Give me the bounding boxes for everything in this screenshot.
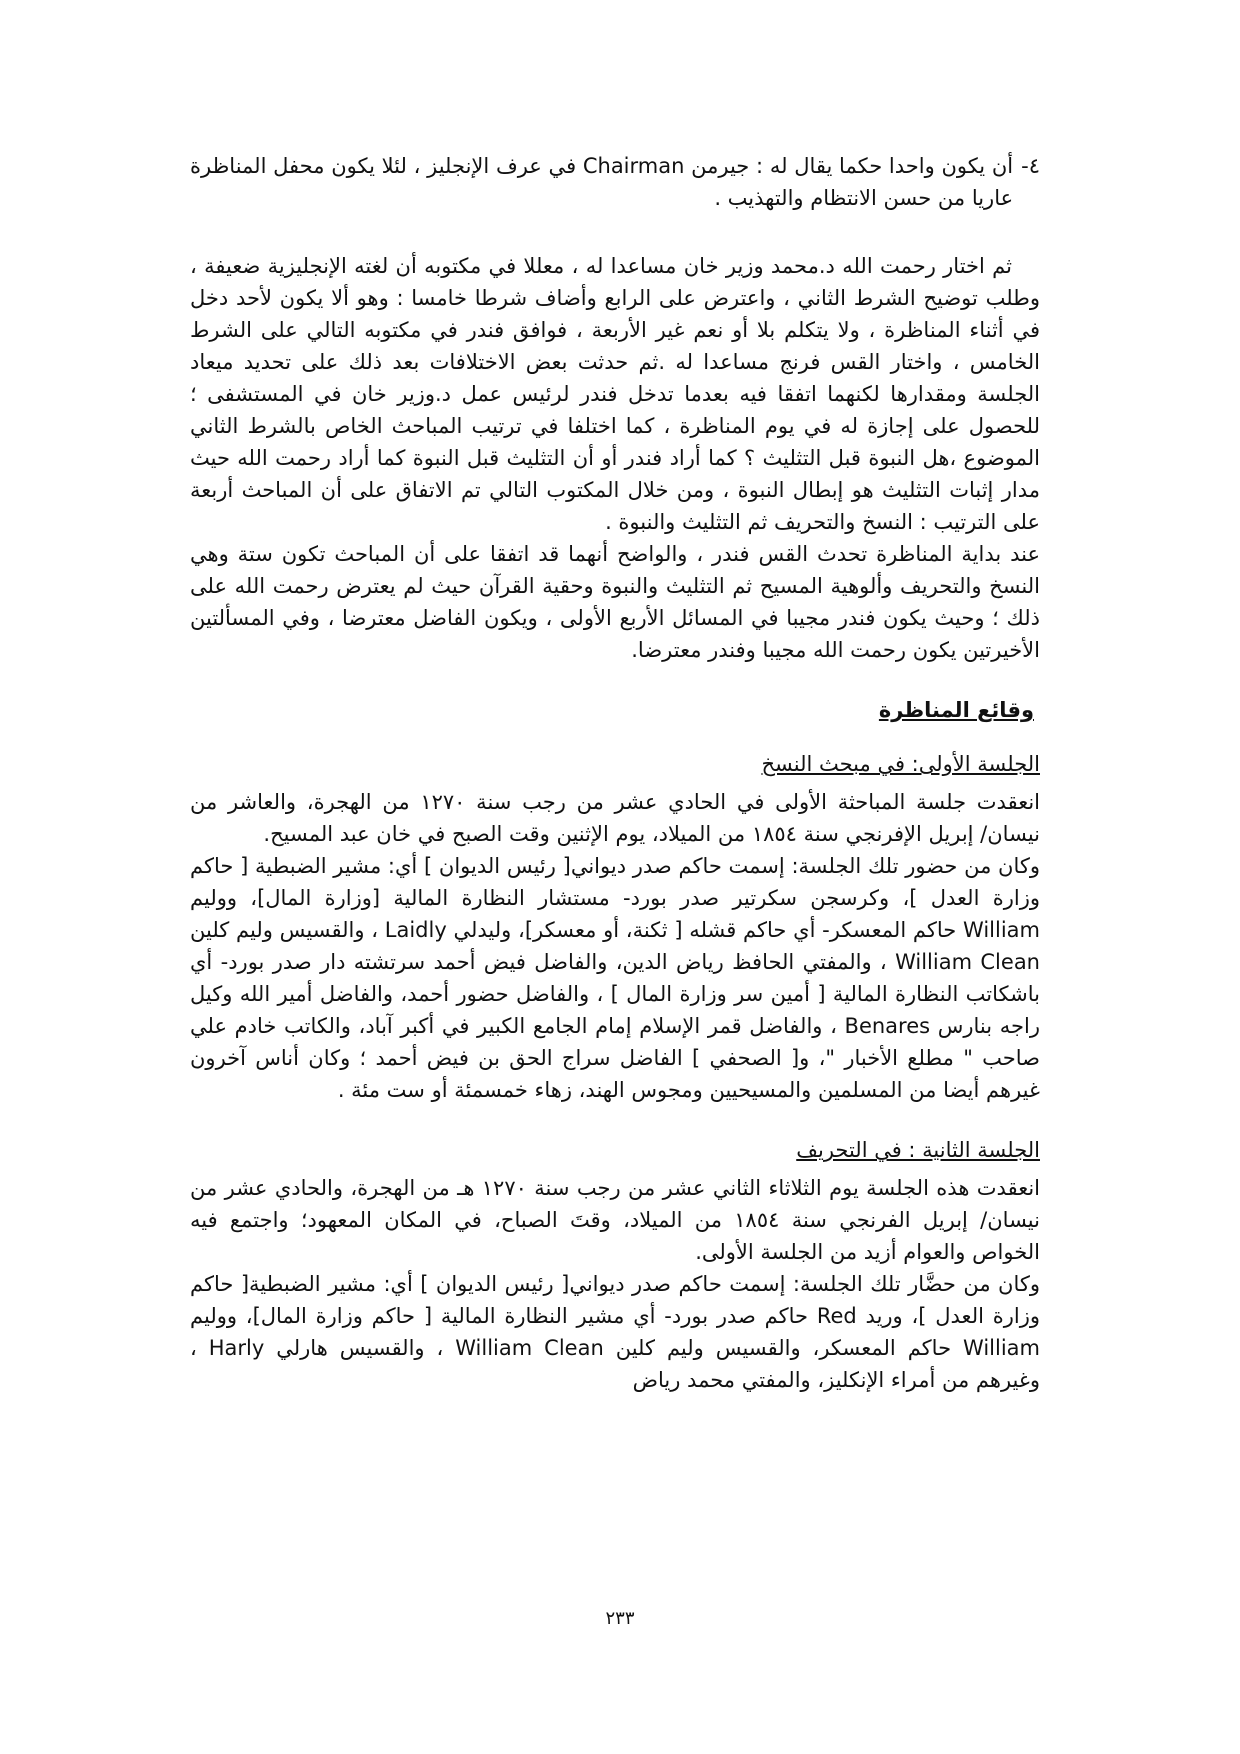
intro-paragraph-1: ثم اختار رحمت الله د.محمد وزير خان مساعدا له ، معللا في مكتوبه أن لغته الإنجليزية ضعيفة ، وطلب توضيح الشرط الثاني ، واعترض على الرابع وأضاف شرطا خامسا : وهو ألا يكون لأحد دخل في أثناء المناظرة ، ولا يتكلم بلا أو نعم غير الأربعة ، فوافق فندر في مكتوبه التالي على الشرط الخامس ، واختار القس فرنج مساعدا له .ثم حدثت بعض الاختلافات بعد ذلك على تحديد ميعاد الجلسة ومقدارها لكنهما اتفقا فيه بعدما تدخل فندر لرئيس عمل د.وزير خان في المستشفى ؛ للحصول على إجازة له في يوم المناظرة ، كما اختلفا في ترتيب المباحث الخاص بالشرط الثاني الموضوع ،هل النبوة قبل التثليث ؟ كما أراد فندر أو أن التثليث قبل النبوة كما أراد رحمت الله حيث مدار إثبات التثليث هو إبطال النبوة ، ومن خلال المكتوب التالي تم الاتفاق على أن المباحث أربعة على الترتيب : النسخ والتحريف ثم التثليث والنبوة . — [190, 254, 1040, 534]
session-1-paragraph-2: وكان من حضور تلك الجلسة: إسمت حاكم صدر ديواني[ رئيس الديوان ] أي: مشير الضبطية [ حاكم وزارة العدل ]، وكرسجن سكرتير صدر بورد- مستشار النظارة المالية [وزارة المال]، ووليم William حاكم المعسكر- أي حاكم قشله [ ثكنة، أو معسكر]، وليدلي Laidly ، والقسيس وليم كلين William Clean ، والمفتي الحافظ رياض الدين، والفاضل فيض أحمد سرتشته دار صدر بورد- أي باشكاتب النظارة المالية [ أمين سر وزارة المال ] ، والفاضل حضور أحمد، والفاضل أمير الله وكيل راجه بنارس Benares ، والفاضل قمر الإسلام إمام الجامع الكبير في أكبر آباد، والكاتب خادم علي صاحب " مطلع الأخبار "، و[ الصحفي ] الفاضل سراج الحق بن فيض أحمد ؛ وكان أناس آخرون غيرهم أيضا من المسلمين والمسيحيين ومجوس الهند، زهاء خمسمئة أو ست مئة . — [190, 854, 1040, 1102]
spacer — [190, 666, 1040, 694]
session-2-paragraph-2: وكان من حضَّار تلك الجلسة: إسمت حاكم صدر ديواني[ رئيس الديوان ] أي: مشير الضبطية[ حاكم وزارة العدل ]، وريد Red حاكم صدر بورد- أي مشير النظارة المالية [ حاكم وزارة المال]، ووليم William حاكم المعسكر، والقسيس وليم كلين William Clean ، والقسيس هارلي Harly ، وغيرهم من أمراء الإنكليز، والمفتي محمد رياض — [190, 1272, 1040, 1392]
spacer — [190, 726, 1040, 748]
session-1-title: الجلسة الأولى: في مبحث النسخ — [761, 752, 1040, 776]
page-number: ٢٣٣ — [605, 1608, 635, 1629]
intro-paragraph-2: عند بداية المناظرة تحدث القس فندر ، والواضح أنهما قد اتفقا على أن المباحث تكون ستة وهي النسخ والتحريف وألوهية المسيح ثم التثليث والنبوة وحقية القرآن حيث لم يعترض رحمت الله على ذلك ؛ وحيث يكون فندر مجيبا في المسائل الأربع الأولى ، ويكون الفاضل معترضا ، وفي المسألتين الأخيرتين يكون رحمت الله مجيبا وفندر معترضا. — [190, 542, 1040, 662]
condition-text: أن يكون واحدا حكما يقال له : جيرمن Chairman في عرف الإنجليز ، لئلا يكون محفل المناظرة عاريا من حسن الانتظام والتهذيب . — [190, 154, 1014, 210]
session-2-title: الجلسة الثانية : في التحريف — [796, 1138, 1040, 1162]
document-page — [190, 150, 1040, 1396]
session-1-paragraph-1: انعقدت جلسة المباحثة الأولى في الحادي عشر من رجب سنة ١٢٧٠ من الهجرة، والعاشر من نيسان/ إبريل الإفرنجي سنة ١٨٥٤ من الميلاد، يوم الإثنين وقت الصبح في خان عبد المسيح. — [190, 790, 1041, 846]
section-title: وقائع المناظرة — [878, 698, 1034, 722]
spacer — [190, 1106, 1040, 1134]
spacer — [190, 214, 1040, 250]
session-2-paragraph-1: انعقدت هذه الجلسة يوم الثلاثاء الثاني عشر من رجب سنة ١٢٧٠ هـ من الهجرة، والحادي عشر من نيسان/ إبريل الفرنجي سنة ١٨٥٤ من الميلاد، وقتَ الصباح، في المكان المعهود؛ واجتمع فيه الخواص والعوام أزيد من الجلسة الأولى. — [190, 1176, 1040, 1264]
condition-number: ٤- — [1021, 154, 1040, 178]
condition-4 — [190, 150, 1040, 214]
